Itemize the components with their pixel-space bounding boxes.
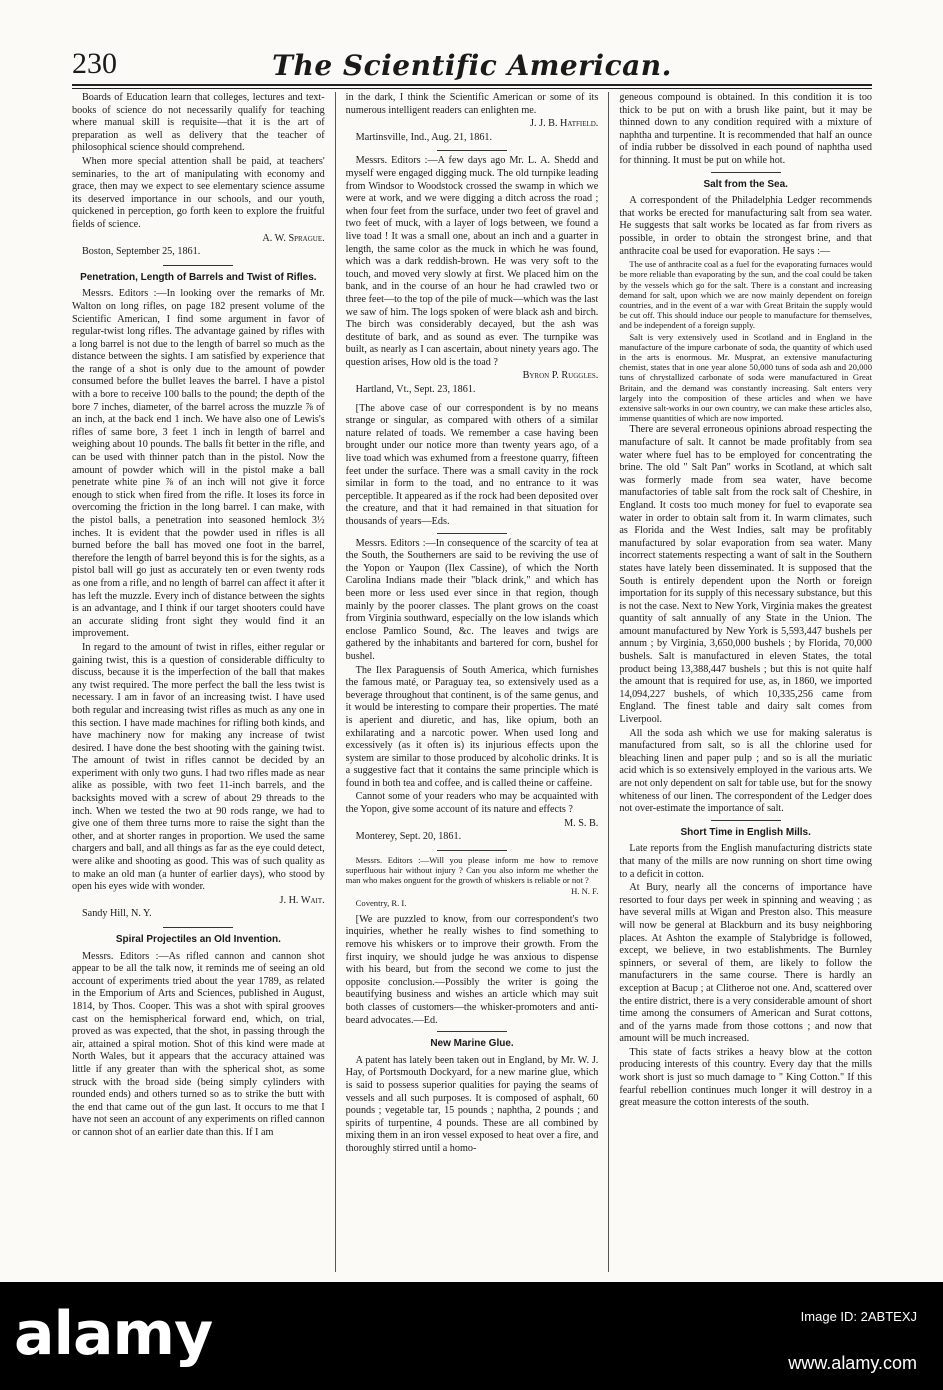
paragraph: geneous compound is obtained. In this condition it is too thick to be put on with a brush like paint, but it may be thinned down to any condition required with a mixture of naphtha and turpentine. It is recommended that half an ounce of india rubber be dissolved in each pound of naphtha used for thinning. It must be put on while hot. [619,92,873,166]
quoted-paragraph: Salt is very extensively used in Scotland and in England in the manufacture of the impure carbonate of soda, the quantity of which used in the arts is enormous. Mr. Musprat, an extensive manufacturing chemist, states that in one year alone 50,000 tuns of soda ash and 20,000 tuns of chrystallized carbonate of soda were manufactured in Great Britain, and the demand was constantly increasing. Salt enters very largely into the composition of these articles and when we have extensive salt-works in our own country, we can make these articles also, immense quantities of which are now imported. [619,331,873,424]
header-rule-thin [72,88,872,89]
paragraph: Messrs. Editors :—A few days ago Mr. L. A. Shedd and myself were engaged digging muck. The old turnpike leading from Windsor to Woodstock crossed the swamp in which we were at work, and we were digging a ditch across the road ; when four feet from the surface, under two feet of gravel and two feet of muck, with a layer of logs between, we found a live toad ! It was a small one, about an inch and a guarter in length, the same color as the muck in which he was found, which was a dark reddish-brown. He was very soft to the touch, and moved very slowly at first. We placed him on the bank, and in the course of an hour he had crawled two or three feet—to the top of the pile of muck—which was the last we saw of him. The logs spoken of were black ash and birch. The birch was considerably decayed, but the ash was destitute of bark, and as sound as ever. The turnpike was built, as nearly as I can ascertain, about ninety years ago. The question arises, How old is the toad ? [345,155,599,368]
paragraph: Messrs. Editors :—In consequence of the scarcity of tea at the South, the Southerners are said to be reviving the use of the Yopon or Yaupon (Ilex Cassine), of which the North Carolina Indians made their "black drink," and which has been more or less used ever since in that region, though mainly by the poorer classes. The plant grows on the coast from Virginia southward, especially on the low islands which enclose Pamlico Sound, &c. The leaves and twigs are gathered by the inhabitants and bartered for corn, bushel for bushel. [345,537,599,662]
paragraph: Boards of Education learn that colleges, lectures and text-books of science do not necessarily qualify for teaching where manual skill is requisite—that it is the art of preparation as well as delivery that the teacher of philosophical science should comprehend. [72,92,325,154]
watermark-footer [0,1282,943,1390]
paragraph: A correspondent of the Philadelphia Ledger recommends that works be erected for manufacturing salt from sea water. He suggests that salt works be located as far from rivers as possible, in order to obtain the strongest brine, and that anthracite coal be used for evaporation. He says :— [619,195,873,257]
column-3 [619,92,872,1272]
dateline: Sandy Hill, N. Y. [82,908,152,920]
dateline: Martinsville, Ind., Aug. 21, 1861. [355,131,493,143]
paragraph: There are several erroneous opinions abroad respecting the manufacture of salt. It cannot be made profitably from sea water where fuel has to be employed for concentrating the brine. The old " Salt Pan" works in Scotland, at which salt was formerly made from sea water, have become manufactories of table salt from the rock salt of Cheshire, in England. It costs too much money for fuel to evaporate sea water in order to obtain salt from it. In warm climates, such as Florida and the West Indies, salt may be profitably manufactured by solar evaporation from sea water. Many incorrect statements respecting a want of salt in the Southern states have lately been disseminated. It is supposed that the South is entirely dependent upon the North or foreign importation for its supply of this necessary substance, but this is not the case. Next to New York, Virginia makes the greatest quantity of salt annually of any State in the Union. The amount manufactured by New York is 5,593,447 bushels per annum ; by Virginia, 3,650,000 bushels ; by Florida, 70,000 bushels. Salt is manufactured in eleven States, the total product being 13,388,447 bushels ; but this is not quite half the amount that is required for use, as, in 1860, we imported 14,094,227 bushels, of which 10,335,256 came from England. The finest table and dairy salt comes from Liverpool. [619,424,873,726]
signature: H. N. F. [571,886,599,897]
dateline: Coventry, R. I. [355,897,407,908]
paragraph: Late reports from the English manufacturing districts state that many of the mills are now running on short time owing to a deficit in cotton. [619,843,873,880]
separator [711,820,781,821]
paragraph: In regard to the amount of twist in rifles, either regular or gaining twist, this is a question of considerable difficulty to discuss, because it is the imperfection of the ball that makes any twist required. The more perfect the ball the less twist is necessary. I am in favor of an increasing twist. I have used both regular and increasing twist rifles as much as any one in this section. I have made machines for rifling both kinds, and have machinery now for making any increase of twist desired. I have done the best shooting with the gaining twist. The amount of twist in rifles cannot be decided by an experiment with only two guns. I had two rifles made as near alike as possible, with two feet 11-inch barrels, and the backsights moved with a screw of about 29 threads to the inch. When we tested the two at 90 rods range, we had to give one of them three turns more to raise the sight than the other, and at shorter ranges in proportion. We used the same chargers and ball, and all things as far as the eye could detect, were alike and shooting as good. This was of such quality as to make an old man (a hunter of earlier days), who stood by open his eyes wide with wonder. [72,641,325,893]
signature: M. S. B. [564,817,599,829]
paragraph: This state of facts strikes a heavy blow at the cotton producing interests of this country. Every day that the mills work short is just so much damage to " King Cotton." If this fearful rebellion continues much longer it will destroy in a great measure the cotton interests of the south. [619,1046,873,1109]
column-2 [346,92,599,1272]
paragraph: The Ilex Paraguensis of South America, which furnishes the famous maté, or Paraguay tea, so extensively used as a beverage throughout that continent, is of the same genus, and it would be interesting to compare their properties. The maté is aperient and diuretic, and has, like opium, both an exhilarating and a narcotic power. When used long and excessively (as it often is) its injurious effects upon the system are similar to those produced by alcoholic drinks. It is a suggestive fact that it contains the same principle which is found in both tea and coffee, and is called theine or caffeine. [345,664,599,789]
paragraph: At Bury, nearly all the concerns of importance have resorted to four days per week in spinning and weaving ; as have several mills at Wigan and Preston also. This measure will now be general at Blackburn and its busy neighboring places. At Ashton the example of Stalybridge is followed, except, we believe, in two establishments. The Burnley spinners, or several of them, are likely to follow the manufacturers in the same course. There is hardly an exception at Bacup ; at Clitheroe not one. And, scattered over the entire district, there is a very considerable amount of short time among the consumers of American and Surat cottons, and of the yarns made from those cottons ; and now that amount will be much increased. [619,882,873,1045]
separator [437,150,507,151]
separator [437,533,507,534]
page-header [72,46,872,82]
article-heading: Salt from the Sea. [703,178,788,190]
separator [163,265,233,266]
article-heading: Short Time in English Mills. [680,826,811,838]
paragraph: When more special attention shall be paid, at teachers' seminaries, to the art of manipulating with economy and grace, then may we expect to see elementary science assume its deserved importance in our schools, and our youth, quickened in perception, go forth keen to explore the fruitful fields of science. [72,155,325,230]
paragraph: A patent has lately been taken out in England, by Mr. W. J. Hay, of Portsmouth Dockyard, for a new marine glue, which is said to possess superior qualities for paying the seams of vessels and all such purposes. It is composed of asphalt, 60 pounds ; vegetable tar, 15 pounds ; naphtha, 2 pounds ; and spirits of turpentine, 4 pounds. These are all combined by mixing them in an iron vessel exposed to heat over a fire, and thoroughly stirred until a homo- [345,1054,599,1154]
column-divider [335,92,336,1272]
paragraph: Messrs. Editors :—In looking over the remarks of Mr. Walton on long rifles, on page 182 present volume of the Scientific American, I find some argument in favor of regular-twist long rifles. The advantage gained by rifles with a long barrel is not due to the length of barrel so much as the distance between the sights. I am satisfied by experience that the range of a shot is only due to the amount of powder consumed before the bullet leaves the barrel. I have a pistol with a bore to receive 100 balls to the pound; the depth of the bore 7 inches, diameter, of the barrel across the muzzle ⅞ of an inch, at the back end 1 inch. We have also one of Lewis's rifles of same bore, 3 feet 1 inch in length of barrel and weighing about 10 pounds. The balls fit better in the rifle, and can be used with thinner patch than in the pistol. Now the amount of powder which will in the pistol make a ball penetrate white pine ⅞ of an inch will not give it force enough to stick when fired from the rifle. It loses its force in overcoming the friction in the long barrel. I can make, with the pistol balls, a penetration into seasoned hemlock 3½ inches. It is evident that the powder used in rifles is all burned before the ball has moved one foot in the barrel, therefore the length of barrel beyond this is for the sights, as a pistol ball will go just as accurately ten or even twenty rods as one from a rifle, and no length of barrel can affect it after it has left the muzzle. Every inch of distance between the sights is an advantage, and I think if our target shooters could have an accurate sliding front sight they would find it an improvement. [72,288,325,640]
paragraph: All the soda ash which we use for making saleratus is manufactured from salt, so is all the chlorine used for bleaching linen and paper pulp ; and so is all the muriatic acid which is so extensively employed in the various arts. We are not only dependent on salt for table use, but for the snowy whiteness of our linen. The correspondent of the Ledger does not over-estimate the importance of salt. [619,727,873,815]
article-columns [72,92,872,1272]
page-number: 230 [72,47,117,80]
alamy-logo: alamy [14,1299,213,1369]
separator [437,850,507,851]
paragraph: in the dark, I think the Scientific American or some of its numerous intelligent readers can enlighten me. [345,92,599,116]
signature: J. J. B. Hatfield. [530,118,599,130]
paragraph: [We are puzzled to know, from our correspondent's two inquiries, whether he really wishes to find something to remove his whiskers or to improve their growth. From the first inquiry, we should judge he was anxious to dispense with his beard, but from the second we come to just the opposite conclusion.—Possibly the writer is going the beautifying business and wishes an article which may suit both classes of customers—the whisker-promoters and anti-beard advocates.—Ed. [345,913,599,1026]
header-rule [72,84,872,86]
article-heading: Spiral Projectiles an Old Invention. [115,934,281,945]
site-url: www.alamy.com [788,1353,917,1373]
dateline: Monterey, Sept. 20, 1861. [355,831,462,843]
separator [711,172,781,173]
signature: Byron P. Ruggles. [522,370,599,382]
paragraph: [The above case of our correspondent is by no means strange or singular, as compared with others of a similar nature related of toads. We remember a case having been brought under our notice more than twenty years ago, of a live toad which was exhumed from a freestone quarry, fifteen feet under the surface. There was a small cavity in the rock similar in form to the toad, and no entrance to it was perceptible. It appeared as if the rock had been deposited over the creature, and that it had remained in that situation for thousands of years—Eds. [345,402,599,527]
separator [437,1031,507,1032]
dateline: Hartland, Vt., Sept. 23, 1861. [355,384,476,396]
dateline: Boston, September 25, 1861. [82,246,201,258]
article-heading: Penetration, Length of Barrels and Twist of Rifles. [80,271,317,283]
column-1 [72,92,325,1272]
paragraph: Messrs. Editors :—As rifled cannon and cannon shot appear to be all the talk now, it reminds me of seeing an old account of experiments tried about the year 1789, as related in the Emporium of Arts and Sciences, published in August, 1814, by Thos. Cooper. This was a shot with spiral grooves cast on the hemispherical forward end, which, on trial, proved as was expected, that the shot, in passing through the air, attained a spiral motion. Shot of this kind were made at North Wales, but it appears that the accuracy attained was little if any greater than with the spherical shot, as some struck with the broad side (being simply cylinders with rounded ends) and others turned so as to strike the butt with the end that came out of the gun last. It occurs to me that I have not seen an account of any experiments on rifled cannon or cannon shot of an earlier date than this. If I am [72,950,325,1138]
paragraph: Cannot some of your readers who may be acquainted with the Yopon, give some account of its nature and effects ? [345,791,599,816]
masthead-title: The Scientific American. [272,49,672,82]
signature: A. W. Sprague. [262,232,325,244]
separator [163,927,233,928]
paragraph: Messrs. Editors :—Will you please inform me how to remove superfluous hair without injury ? Can you also inform me whether the man who makes onguent for the growth of whiskers is reliable or not ? [345,854,599,886]
image-id-label: Image ID: 2ABTEXJ [800,1309,917,1324]
footer-info [788,1308,917,1374]
article-heading: New Marine Glue. [430,1038,514,1050]
quoted-paragraph: The use of anthracite coal as a fuel for the evaporating furnaces would be more reliable than evaporating by the sun, and the coal could be taken by the vessels which go for the salt. There is a constant and increasing demand for salt, upon which we are now mainly dependent on foreign countries, and in the event of a war with Great Britain the supply would be cut off. This should induce our people to manufacture for themselves, and be independent of a foreign supply. [619,259,873,331]
signature: J. H. Wait. [279,894,325,906]
column-divider [608,92,609,1272]
